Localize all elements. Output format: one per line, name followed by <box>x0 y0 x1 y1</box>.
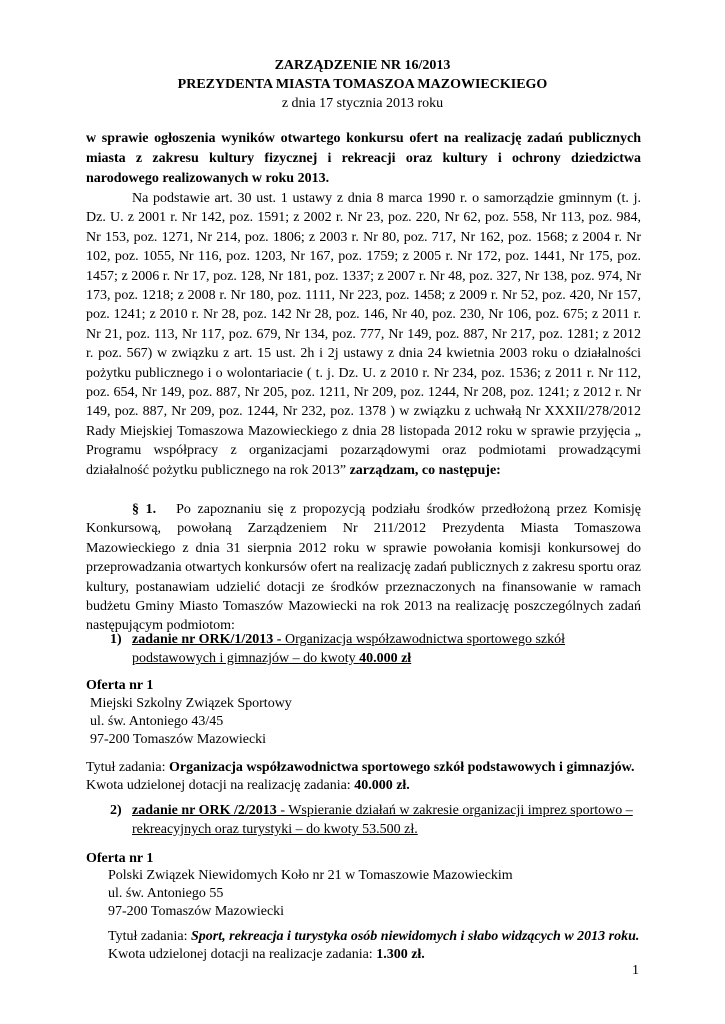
task-1-grant-label: Kwota udzielonej dotacji na realizację zadania: <box>86 778 355 793</box>
document-subject: w sprawie ogłoszenia wyników otwartego konkursu ofert na realizację zadań publicznych miasta z zakresu kultury fizycznej i rekreacji oraz kultury i ochrony dziedzictwa narodowego realizowanych w roku 2013. <box>86 131 641 186</box>
task-2-desc: - Wspieranie działań w zakresie organizacji imprez sportowo – rekreacyjnych oraz turystyki – do kwoty 53.500 zł. <box>132 803 633 837</box>
section-1-label: § 1. <box>132 502 157 517</box>
task-2-grant-value: 1.300 zł. <box>376 947 425 962</box>
task-1-title-label: Tytuł zadania: <box>86 760 169 775</box>
task-1-code: zadanie nr ORK/1/2013 - <box>132 632 282 647</box>
document-date: z dnia 17 stycznia 2013 roku <box>281 96 444 111</box>
task-1-amount: 40.000 zł <box>359 651 412 666</box>
task-2-number: 2) <box>110 803 122 818</box>
preamble-closing: zarządzam, co następuje: <box>349 462 501 478</box>
task-2-grant-line <box>108 946 425 964</box>
task-1-title-value: Organizacja współzawodnictwa sportowego szkół podstawowych i gimnazjów. <box>169 760 635 775</box>
task-2-title-line <box>108 928 639 946</box>
preamble-text: Na podstawie art. 30 ust. 1 ustawy z dnia 8 marca 1990 r. o samorządzie gminnym (t. j. Dz. U. z 2001 r. Nr 142, poz. 1591; z 2002 r. Nr 23, poz. 220, Nr 62, poz. 558, Nr 113, poz. 984, Nr 153, poz. 1271, Nr 214, poz. 1806; z 2003 r. Nr 80, poz. 717, Nr 162, poz. 1568; z 2004 r. Nr 102, poz. 1055, Nr 116, poz. 1203, Nr 167, poz. 1759; z 2005 r. Nr 172, poz. 1441, Nr 175, poz. 1457; z 2006 r. Nr 17, poz. 128, Nr 181, poz. 1337; z 2007 r. Nr 48, poz. 327, Nr 138, poz. 974, Nr 173, poz. 1218; z 2008 r. Nr 180, poz. 1111, Nr 223, poz. 1458; z 2009 r. Nr 52, poz. 420, Nr 157, poz. 1241; z 2010 r. Nr 28, poz. 142 Nr 28, poz. 146, Nr 40, poz. 230, Nr 106, poz. 675; z 2011 r. Nr 21, poz. 113, Nr 117, poz. 679, Nr 134, poz. 777, Nr 149, poz. 887, Nr 217, poz. 1281; z 2012 r. poz. 567) w związku z art. 15 ust. 2h i 2j ustawy z dnia 24 kwietnia 2003 roku o działalności pożytku publicznego i o wolontariacie ( t. j. Dz. U. z 2010 r. Nr 234, poz. 1536; z 2011 r. Nr 112, poz. 654, Nr 149, poz. 887, Nr 205, poz. 1211, Nr 209, poz. 1244, Nr 208, poz. 1241; z 2012 r. Nr 149, poz. 887, Nr 209, poz. 1244, Nr 232, poz. 1378 ) w związku z uchwałą Nr XXXII/278/2012 Rady Miejskiej Tomaszowa Mazowieckiego z dnia 28 listopada 2012 roku w sprawie przyjęcia „ Programu współpracy z organizacjami pozarządowymi oraz podmiotami prowadzącymi działalność pożytku publicznego na rok 2013” <box>86 191 641 478</box>
task-2-street: ul. św. Antoniego 55 <box>108 886 224 901</box>
task-1-grant-value: 40.000 zł. <box>354 778 410 793</box>
task-1-org: Miejski Szkolny Związek Sportowy <box>90 696 292 711</box>
task-1-heading <box>132 630 642 668</box>
task-2-offer-label: Oferta nr 1 <box>86 851 154 866</box>
task-1-city: 97-200 Tomaszów Mazowiecki <box>90 732 267 747</box>
task-1-desc: Organizacja współzawodnictwa sportowego szkół podstawowych i gimnazjów – do kwoty <box>132 632 566 666</box>
task-1-street: ul. św. Antoniego 43/45 <box>90 714 224 729</box>
task-1-grant-line <box>86 777 410 795</box>
preamble-paragraph <box>86 189 641 480</box>
task-1-number: 1) <box>110 632 122 647</box>
task-2-org: Polski Związek Niewidomych Koło nr 21 w Tomaszowie Mazowieckim <box>108 868 513 883</box>
document-title-line1: ZARZĄDZENIE NR 16/2013 <box>274 58 451 73</box>
document-title-line2: PREZYDENTA MIASTA TOMASZOA MAZOWIECKIEGO <box>177 77 548 92</box>
section-1-paragraph <box>86 500 641 636</box>
task-2-code: zadanie nr ORK /2/2013 <box>132 803 277 818</box>
page-number: 1 <box>632 963 639 978</box>
task-2-heading <box>132 801 642 839</box>
task-2-title-value: Sport, rekreacja i turystyka osób niewidomych i słabo widzących w 2013 roku. <box>191 929 640 944</box>
task-2-title-label: Tytuł zadania: <box>108 929 191 944</box>
task-1-title-line <box>86 759 635 777</box>
section-1-text: Po zapoznaniu się z propozycją podziału środków przedłożoną przez Komisję Konkursową, powołaną Zarządzeniem Nr 211/2012 Prezydenta Miasta Tomaszowa Mazowieckiego z dnia 31 sierpnia 2012 roku w sprawie powołania komisji konkursowej do przeprowadzania otwartych konkursów ofert na realizację zadań publicznych z zakresu sportu oraz kultury, postanawiam udzielić dotacji ze środków przeznaczonych na finansowanie w ramach budżetu Gminy Miasto Tomaszów Mazowiecki na rok 2013 na realizację poszczególnych zadań następującym podmiotom: <box>86 502 642 634</box>
task-2-grant-label: Kwota udzielonej dotacji na realizacje zadania: <box>108 947 377 962</box>
task-1-offer-label: Oferta nr 1 <box>86 678 154 693</box>
task-2-city: 97-200 Tomaszów Mazowiecki <box>108 904 285 919</box>
